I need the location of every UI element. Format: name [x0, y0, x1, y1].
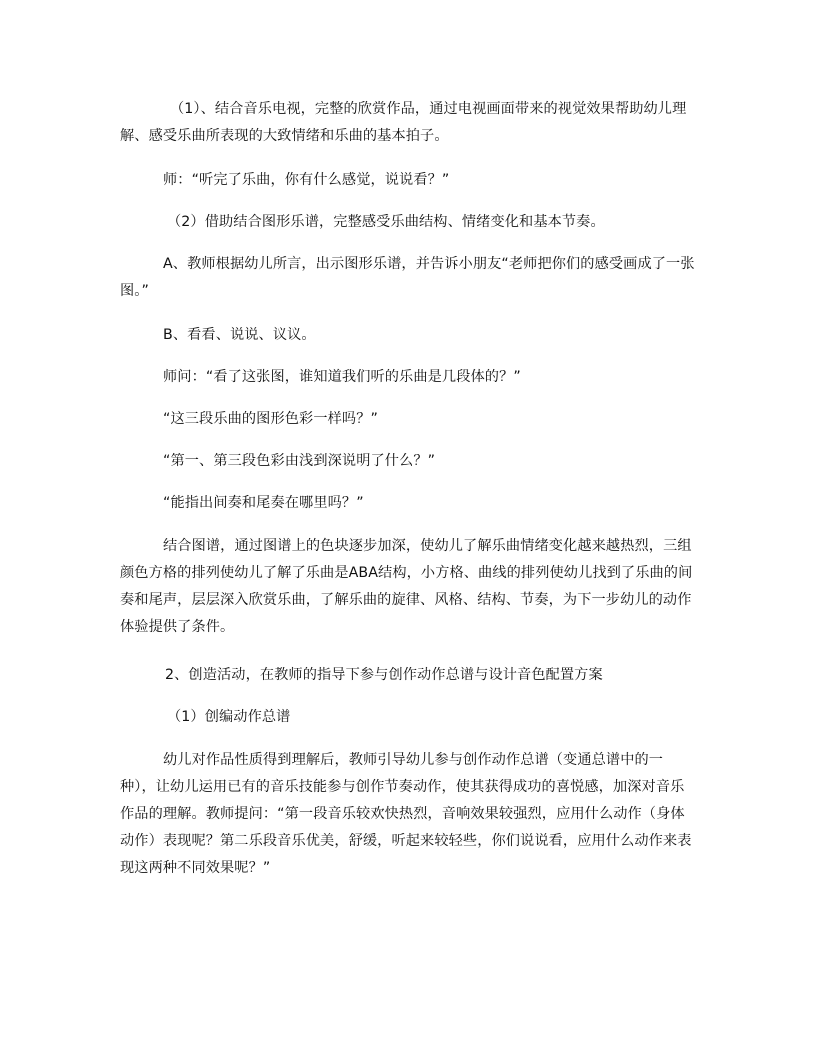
paragraph-11: 幼儿对作品性质得到理解后，教师引导幼儿参与创作动作总谱（变通总谱中的一种），让幼儿运用已有的音乐技能参与创作节奏动作，使其获得成功的喜悦感，加深对音乐作品的理解。教师提问：“第一段音乐较欢快热烈，音响效果较强烈，应用什么动作（身体动作）表现呢？第二乐段音乐优美，舒缓，听起来较轻些，你们说说看，应用什么动作来表现这两种不同效果呢？” — [120, 752, 692, 876]
paragraph-10: 结合图谱，通过图谱上的色块逐步加深，使幼儿了解乐曲情绪变化越来越热烈，三组颜色方格的排列使幼儿了解了乐曲是ABA结构，小方格、曲线的排列使幼儿找到了乐曲的间奏和尾声，层层深入欣赏乐曲，了解乐曲的旋律、风格、结构、节奏，为下一步幼儿的动作体验提供了条件。 — [120, 538, 693, 635]
section-heading-2: 2、创造活动，在教师的指导下参与创作动作总谱与设计音色配置方案 — [165, 667, 603, 683]
paragraph-8: “第一、第三段色彩由浅到深说明了什么？” — [163, 453, 436, 469]
paragraph-6: 师问：“看了这张图，谁知道我们听的乐曲是几段体的？” — [163, 369, 521, 385]
paragraph-7: “这三段乐曲的图形色彩一样吗？” — [163, 411, 378, 427]
paragraph-4: A、教师根据幼儿所言，出示图形乐谱，并告诉小朋友“老师把你们的感受画成了一张图。” — [120, 256, 695, 299]
paragraph-9: “能指出间奏和尾奏在哪里吗？” — [163, 495, 364, 511]
subheading-1: （1）创编动作总谱 — [167, 709, 291, 725]
paragraph-5: B、看看、说说、议议。 — [163, 327, 316, 343]
paragraph-2: 师：“听完了乐曲，你有什么感觉，说说看？” — [163, 172, 450, 188]
paragraph-3: （2）借助结合图形乐谱，完整感受乐曲结构、情绪变化和基本节奏。 — [167, 214, 605, 230]
paragraph-1: （1）、结合音乐电视，完整的欣赏作品，通过电视画面带来的视觉效果帮助幼儿理解、感受乐曲所表现的大致情绪和乐曲的基本拍子。 — [120, 101, 687, 144]
